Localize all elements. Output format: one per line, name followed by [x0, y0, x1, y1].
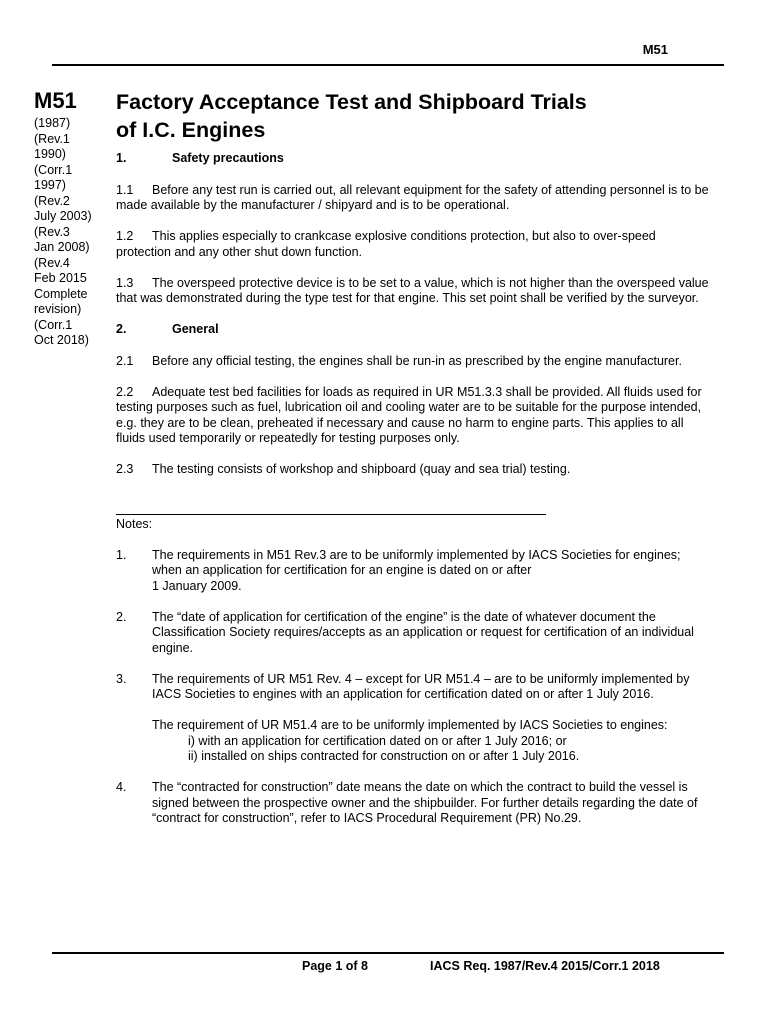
revision-line: Feb 2015: [34, 271, 87, 285]
page-number: Page 1 of 8: [302, 959, 368, 973]
paragraph-text: The testing consists of workshop and shipboard (quay and sea trial) testing.: [152, 462, 571, 476]
paragraph-number: 2.3: [116, 462, 134, 476]
note-subitem: i) with an application for certification dated on or after 1 July 2016; or: [188, 733, 567, 748]
paragraph-text: This applies especially to crankcase explosive conditions protection, but also to over-speed protection and any other shut down function.: [116, 229, 656, 259]
footer-reference: IACS Req. 1987/Rev.4 2015/Corr.1 2018: [430, 959, 660, 973]
revision-line: Jan 2008): [34, 240, 90, 254]
note-number: 2.: [116, 609, 127, 624]
note-number: 3.: [116, 671, 127, 686]
revision-line: (Rev.4: [34, 255, 70, 270]
paragraph-text: Adequate test bed facilities for loads as required in UR M51.3.3 shall be provided. All fluids used for testing purposes such as fuel, lubrication oil and cooling water are to be suitable for the purpose intended, e.g. they are to be clean, preheated if necessary and cause no harm to engine parts. This applies to all fluids used temporarily or repeatedly for testing purposes only.: [116, 384, 702, 445]
paragraph: [116, 462, 712, 478]
notes-label: Notes:: [116, 516, 153, 531]
note-item: [116, 610, 712, 657]
note-item: [116, 548, 712, 595]
document-title: [116, 88, 712, 144]
paragraph: [116, 276, 712, 307]
note-item: [116, 780, 712, 827]
note-text: The “date of application for certification of the engine” is the date of whatever document the Classification Society requires/accepts as an application or request for certification of an individual engine.: [152, 609, 694, 655]
revision-line: revision): [34, 302, 82, 316]
paragraph-number: 2.2: [116, 384, 134, 399]
paragraph: [116, 385, 712, 447]
section-heading: [116, 151, 712, 167]
main-content: [116, 88, 712, 842]
section-heading: [116, 322, 712, 338]
revision-line: Complete: [34, 286, 88, 301]
note-text: The “contracted for construction” date means the date on which the contract to build the vessel is signed between the prospective owner and the shipbuilder. For further details regarding the date of “contract for construction”, refer to IACS Procedural Requirement (PR) No.29.: [152, 780, 698, 825]
title-line: of I.C. Engines: [116, 118, 266, 142]
paragraph-number: 1.1: [116, 182, 134, 197]
footer-rule: [52, 952, 724, 954]
paragraph-number: 1.3: [116, 275, 134, 290]
revision-line: July 2003): [34, 209, 92, 223]
paragraph-number: 1.2: [116, 229, 134, 243]
sidebar: [34, 88, 108, 349]
header-rule: [52, 64, 724, 66]
revision-line: (1987): [34, 116, 71, 130]
revision-line: (Corr.1: [34, 317, 73, 332]
section-number: 2.: [116, 322, 127, 336]
revision-line: (Rev.3: [34, 224, 70, 239]
paragraph: [116, 183, 712, 214]
note-number: 1.: [116, 547, 127, 562]
note-text: The requirements of UR M51 Rev. 4 – except for UR M51.4 – are to be uniformly implemented by IACS Societies to engines with an application for certification dated on or after 1 July 2016.: [152, 671, 690, 701]
paragraph-text: Before any test run is carried out, all relevant equipment for the safety of attending personnel is to be made available by the manufacturer / shipyard and is to be operational.: [116, 182, 709, 212]
note-item: [116, 672, 712, 765]
section-title: Safety precautions: [172, 151, 284, 165]
revision-line: 1990): [34, 147, 66, 161]
paragraph: [116, 354, 712, 370]
note-number: 4.: [116, 780, 127, 794]
section-title: General: [172, 322, 219, 336]
revision-line: (Rev.1: [34, 131, 70, 146]
note-subitem: ii) installed on ships contracted for construction on or after 1 July 2016.: [188, 749, 580, 763]
section-number: 1.: [116, 151, 127, 165]
paragraph-text: Before any official testing, the engines shall be run-in as prescribed by the engine manufacturer.: [152, 353, 682, 368]
note-text: The requirements in M51 Rev.3 are to be uniformly implemented by IACS Societies for engines; when an application for certification for an engine is dated on or after: [152, 547, 681, 577]
note-text: 1 January 2009.: [152, 578, 242, 593]
sidebar-code: M51: [34, 88, 77, 113]
title-line: Factory Acceptance Test and Shipboard Trials: [116, 90, 587, 114]
revision-line: (Rev.2: [34, 193, 70, 208]
paragraph: [116, 229, 712, 260]
revision-line: 1997): [34, 178, 66, 192]
revision-line: (Corr.1: [34, 162, 73, 177]
revision-line: Oct 2018): [34, 333, 89, 347]
note-subtext: The requirement of UR M51.4 are to be uniformly implemented by IACS Societies to engines:: [152, 718, 668, 732]
header-code: M51: [642, 42, 668, 57]
paragraph-number: 2.1: [116, 353, 134, 368]
paragraph-text: The overspeed protective device is to be set to a value, which is not higher than the overspeed value that was demonstrated during the type test for that engine. This set point shall be verified by the surveyor.: [116, 275, 709, 305]
notes-divider: [116, 514, 546, 515]
